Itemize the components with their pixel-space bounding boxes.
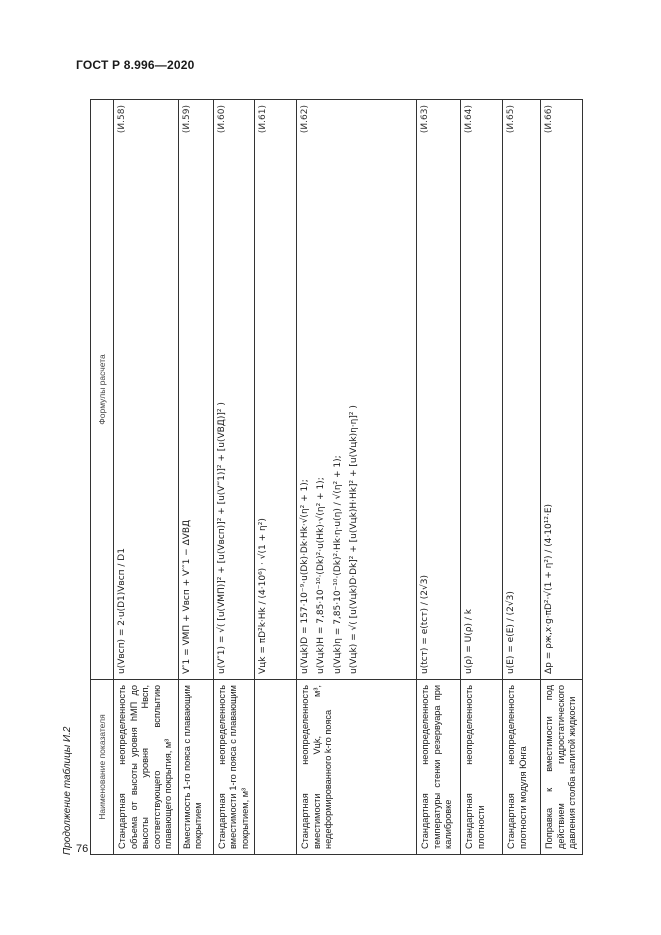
equation-number: (И.65) bbox=[506, 105, 516, 134]
table-row bbox=[255, 100, 297, 855]
formula: u(Vцk)H = 7,85·10⁻¹⁰·(Dk)²·u(Hk)·√(η² + 1); bbox=[316, 477, 327, 674]
column-header-name: Наименование показателя bbox=[91, 680, 114, 855]
row-formula-cell bbox=[461, 100, 503, 680]
table-continuation-caption: Продолжение таблицы И.2 bbox=[62, 726, 73, 855]
formula: u(Vцk) = √( [u(Vцk)D·Dk]² + [u(Vцk)H·Hk]² + [u(Vцk)η·η]² ) bbox=[348, 405, 359, 674]
table-row bbox=[461, 100, 503, 855]
row-name: Стандартная неопределенность вместимости Vцk, м³, недеформированного k-го пояса bbox=[297, 680, 417, 855]
table-row bbox=[503, 100, 541, 855]
row-formula-cell bbox=[114, 100, 179, 680]
row-formula-cell bbox=[178, 100, 213, 680]
equation-number: (И.59) bbox=[181, 105, 192, 134]
row-name: Вместимость 1-го пояса с плавающим покрытием bbox=[178, 680, 213, 855]
formula: u(tст) = e(tст) / (2√3) bbox=[420, 575, 430, 674]
row-name: Стандартная неопределенность объема от высоты уровня hМП до высоты уровня Hвсп, соответствующего всплытию плавающего покрытия, м³ bbox=[114, 680, 179, 855]
table-row bbox=[297, 100, 417, 855]
row-formula-cell bbox=[503, 100, 541, 680]
row-name bbox=[255, 680, 297, 855]
equation-number: (И.60) bbox=[216, 105, 227, 134]
document-header: ГОСТ Р 8.996—2020 bbox=[76, 58, 195, 72]
table-row bbox=[213, 100, 255, 855]
row-formula-cell bbox=[213, 100, 255, 680]
formula: V″1 = VМП + Vвсп + V′″1 − ΔVВД bbox=[181, 519, 192, 674]
row-formula-cell bbox=[297, 100, 417, 680]
table-row bbox=[114, 100, 179, 855]
row-formula-cell bbox=[417, 100, 461, 680]
row-name: Поправка к вместимости под действием гидростатического давления столба налитой жидкости bbox=[541, 680, 583, 855]
equation-number: (И.64) bbox=[464, 105, 474, 134]
formula-table bbox=[90, 99, 583, 855]
formula: u(V″1) = √( [u(VМП)]² + [u(Vвсп)]² + [u(V‴1)]² + [u(VВД)]² ) bbox=[216, 402, 227, 674]
table-row bbox=[541, 100, 583, 855]
row-formula-cell bbox=[255, 100, 297, 680]
formula: u(ρ) = U(ρ) / k bbox=[464, 609, 474, 674]
table-row bbox=[417, 100, 461, 855]
equation-number: (И.63) bbox=[420, 105, 430, 134]
equation-number: (И.58) bbox=[117, 105, 127, 134]
formula: u(Vвсп) = 2·u(D1)Vвсп / D1 bbox=[117, 548, 127, 674]
column-header-formulas: Формулы расчета bbox=[91, 100, 114, 680]
equation-number: (И.62) bbox=[300, 105, 310, 134]
equation-number: (И.61) bbox=[258, 105, 268, 134]
page-number: 76 bbox=[76, 843, 89, 855]
table-header-row bbox=[91, 100, 114, 855]
row-name: Стандартная неопределенность плотности bbox=[461, 680, 503, 855]
row-name: Стандартная неопределенность вместимости 1-го пояса с плавающим покрытием, м³ bbox=[213, 680, 255, 855]
formula: u(E) = e(E) / (2√3) bbox=[506, 591, 516, 674]
formula: Vцk = πD²k·Hk / (4·10⁶) · √(1 + η²) bbox=[258, 518, 268, 674]
row-formula-cell bbox=[541, 100, 583, 680]
row-name: Стандартная неопределенность температуры стенки резервуара при калибровке bbox=[417, 680, 461, 855]
row-name: Стандартная неопределенность плотности модуля Юнга bbox=[503, 680, 541, 855]
formula: u(Vцk)D = 157·10⁻⁹·u(Dk)·Dk·Hk·√(η² + 1); bbox=[300, 479, 310, 674]
equation-number: (И.66) bbox=[544, 105, 554, 134]
table-row bbox=[178, 100, 213, 855]
formula: u(Vцk)η = 7,85·10⁻¹⁰·(Dk)²·Hk·η·u(η) / √(η² + 1); bbox=[332, 455, 343, 674]
formula: Δp = ρж,х·g·πD²·√(1 + η²) / (4·10¹²·E) bbox=[544, 503, 554, 674]
